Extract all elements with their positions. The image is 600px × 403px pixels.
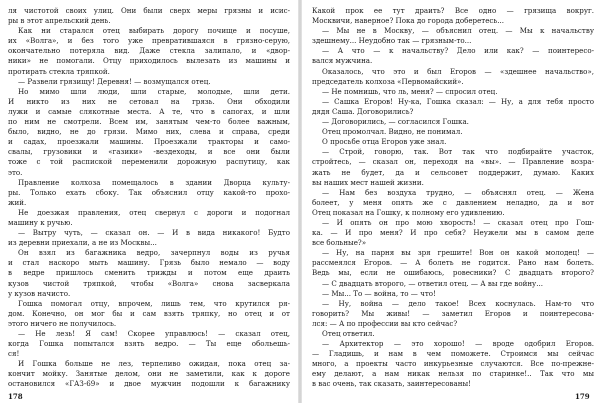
text-line: ка. — И про меня? И про себя? Неужели мы в самом деле <box>312 228 594 238</box>
text-line: и стал наскоро мыть машину. Грязь было немало — воду <box>8 258 290 268</box>
text-line: окончательно потеряла вид. Даже стекла залипало, и «двор- <box>8 46 290 56</box>
right-page <box>312 6 594 390</box>
text-line: кузов чистой тряпкой, чтобы «Волга» снова засверкала <box>8 278 290 288</box>
text-line: лужи и самые слякотные места. А те, что в сапогах, и шли <box>8 106 290 116</box>
text-line: это. <box>8 167 23 177</box>
text-line: Как ни старался отец выбирать дорогу почище и посуше, <box>18 26 290 36</box>
text-line: — Строй, говорю, так. Вот так что подбирайте участок, <box>322 147 594 157</box>
text-line: кончит мойку. Занятые делом, они не заметили, как к дороге <box>8 369 290 379</box>
text-line: все больные?» <box>312 238 367 248</box>
text-line: этого ничего не получилось. <box>8 318 117 328</box>
text-line: Не доезжая правления, отец свернул с дороги и подогнал <box>18 207 290 217</box>
text-line: вался мужчина. <box>312 56 373 66</box>
text-line: — Ну, война — дело такое! Всех коснулась. Нам-то что <box>322 298 594 308</box>
text-line: машину к ручью. <box>8 217 73 227</box>
text-line: в ведре пришлось сменить трижды и потом еще драить <box>8 268 290 278</box>
book-gutter <box>298 0 302 403</box>
text-line: — Развели грязищу! Деревня! — возмущался отец. <box>18 76 211 86</box>
text-line: говорить? Мы живы! — заметил Егоров и поинтересова- <box>312 308 594 318</box>
text-line: председатель колхоза «Первомайский». <box>312 76 464 86</box>
text-line: — Не помнишь, что ль, меня? — спросил отец. <box>322 86 498 96</box>
text-line: — Вытру чуть, — сказал он. — И в вида никакого! Будто <box>18 228 290 238</box>
text-line: — Нам без воздуха трудно, — объяснял отец. — Жена <box>322 187 594 197</box>
text-line: Москвичи, наверное? Пока до города доберетесь... <box>312 16 505 26</box>
text-line: Оказалось, что это и был Егоров — «здешнее начальство», <box>322 66 594 76</box>
text-line: когда Гошка попытался взять ведро. — Ты еще обольешь- <box>8 339 290 349</box>
text-line: в вас очень, так сказать, заинтересованы! <box>312 379 471 389</box>
text-line: Ведь мы, если не ошибаюсь, ровесники? С двадцать второго? <box>312 268 594 278</box>
text-line: Отец ответил. <box>322 329 375 338</box>
text-line: у кузов начисто. <box>8 288 71 298</box>
text-line: лся: — А по профессии вы кто сейчас? <box>312 318 458 328</box>
text-line: — А что — к начальству? Дело или как? — поинтересо- <box>322 46 594 56</box>
left-page <box>8 6 290 390</box>
text-line: тоже с той распиской переменили дорожную распутицу, как <box>8 157 290 167</box>
right-page-number: 179 <box>575 392 590 401</box>
text-line: ся! <box>8 349 20 359</box>
text-line: жий. <box>8 197 27 207</box>
text-line: — Сашка Егоров! Ну-ка, Гошка сказал: — Ну, а для тебя просто <box>322 96 594 106</box>
text-line: Отец показал на Гошку, к полному его удивлению. <box>312 207 505 217</box>
text-line: жать не будет, да и сельсовет поддержит, думаю. Каких <box>312 167 594 177</box>
text-line: ники» не помогали. Отцу приходилось вылезать из машины и <box>8 56 290 66</box>
text-line: Но мимо шли люди, шли старые, молодые, шли дети. <box>18 86 290 96</box>
text-line: дядя Саша. Договорились? <box>312 106 414 116</box>
text-line: вы наших мест нашей жизни. <box>312 177 424 187</box>
text-line: рассмеялся Егоров. — А болеть не годится. Рано нам болеть. <box>312 258 594 268</box>
text-line: здешнему... Неудобно так — грязным-то... <box>312 36 472 46</box>
text-line: ему делают, а нам никак нельзя по старинке!.. Так что мы <box>312 369 594 379</box>
text-line: и садах, проезжали машины. Проезжали тракторы и само- <box>8 137 290 147</box>
text-line: много, а проекты часто инкурьезные случаются. Все по-прежне- <box>312 359 594 369</box>
text-line: — Мы не в Москву, — объяснил отец. — Мы к начальству <box>322 26 594 36</box>
text-line: И Гошка больше не лез, терпеливо ожидая, пока отец за- <box>18 359 290 369</box>
text-line: — Архитектор — это хорошо! — вроде одобрил Егоров. <box>322 339 594 349</box>
text-line: стройтесь, — сказал он, переходя на «вы». — Правление возра- <box>312 157 594 167</box>
text-line: было, видно, не до грязи. Мимо них, слева и справа, среди <box>8 127 290 137</box>
text-line: ры в этот апрельский день. <box>8 16 111 26</box>
text-line: — И опять он про мою хворость! — сказал отец про Гош- <box>322 217 594 227</box>
text-line: — Гладишь, и нам в чем поможете. Строимся мы сейчас <box>312 349 594 359</box>
text-line: ры. Только ехать сбоку. Так объяснил отцу какой-то прохо- <box>8 187 290 197</box>
text-line: болеет, у меня опять же с давлением неладно, да и вот <box>312 197 594 207</box>
text-line: их «Волга», и без того уже превратившаяся в грязно-серую, <box>8 36 290 46</box>
text-line: И никто из них не сетовал на грязь. Они обходили <box>8 96 290 106</box>
text-line: из деревни приехали, а не из Москвы... <box>8 238 157 248</box>
text-line: по ним не смотрели. Всем им, занятым чем-то более важным, <box>8 117 290 127</box>
text-line: Он взял из багажника ведро, зачерпнул воды из ручья <box>18 248 290 258</box>
text-line: дом. Конечно, он мог бы и сам взять тряпку, но отец и от <box>8 308 290 318</box>
text-line: ля чистотой своих улиц. Они были сверх меры грязны и исис- <box>8 6 290 15</box>
text-line: остановился «ГАЗ-69» и двое мужчин подошли к багажнику <box>8 379 290 389</box>
text-line: протирать стекла тряпкой. <box>8 66 110 76</box>
text-line: Какой прок ее тут драить? Все одно — грязища вокруг. <box>312 6 594 15</box>
text-line: свалы, грузовики и «газики» -вездеходы, и все они были <box>8 147 290 157</box>
text-line: Правление колхоза помещалось в здании Дворца культу- <box>18 177 290 187</box>
text-line: — Ну, на парня вы зря грешите! Вон он какой молодец! — <box>322 248 594 258</box>
left-page-number: 178 <box>8 392 23 401</box>
text-line: — С двадцать второго, — ответил отец. — А вы где войну... <box>322 278 544 288</box>
text-line: Гошка помогал отцу, впрочем, лишь тем, что крутился ря- <box>18 298 290 308</box>
text-line: — Не лезь! Я сам! Скорее управлюсь! — сказал отец, <box>18 329 290 338</box>
text-line: Отец промолчал. Видно, не понимал. <box>322 127 463 137</box>
text-line: О просьбе отца Егоров уже знал. <box>322 137 447 147</box>
text-line: — Договорились, — согласился Гошка. <box>322 117 469 127</box>
text-line: — Мы... То — война, то — что! <box>322 288 436 298</box>
